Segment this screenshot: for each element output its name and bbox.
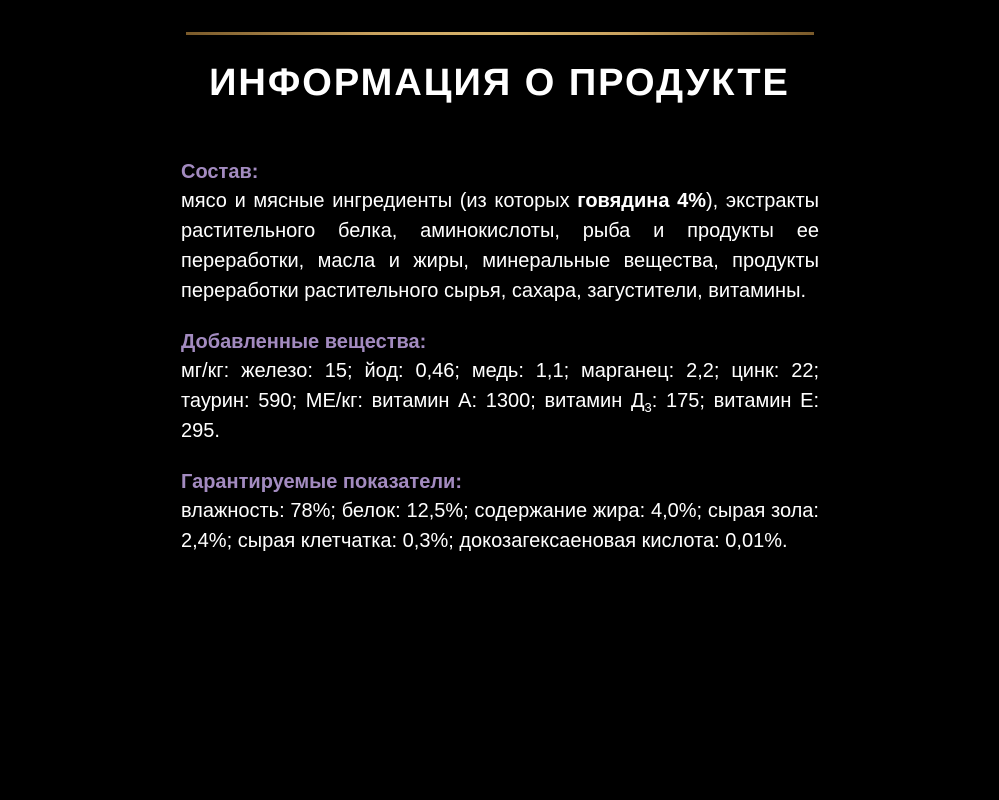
additives-text-start: мг/кг: железо: 15; йод: 0,46; медь: 1,1; марганец: 2,2; цинк: 22; таурин: 590; МЕ/кг: витамин А: 1300; витамин Д [181,360,819,412]
composition-heading: Состав: [181,161,259,183]
guaranteed-heading: Гарантируемые показатели: [181,471,462,493]
composition-text-start: мясо и мясные ингредиенты (из которых [181,190,578,212]
gold-divider-line [186,32,814,35]
composition-text-end: ), экстракты растительного белка, аминокислоты, рыба и продукты ее переработки, масла и жиры, минеральные вещества, продукты переработки растительного сырья, сахара, загустители, витамины. [181,190,819,302]
product-info-content [181,158,819,578]
vitamin-d-subscript: 3 [644,400,652,415]
guaranteed-section [181,468,819,556]
composition-text [181,186,819,306]
composition-bold-beef: говядина 4% [577,190,707,212]
page-title: ИНФОРМАЦИЯ О ПРОДУКТЕ [209,62,790,104]
additives-text-end: : 175; витамин Е: 295. [181,390,820,442]
composition-section [181,158,819,306]
additives-text [181,356,819,446]
guaranteed-text: влажность: 78%; белок: 12,5%; содержание жира: 4,0%; сырая зола: 2,4%; сырая клетчатка: 0,3%; докозагексаеновая кислота: 0,01%. [181,500,819,552]
additives-section [181,328,819,446]
additives-heading: Добавленные вещества: [181,331,427,353]
